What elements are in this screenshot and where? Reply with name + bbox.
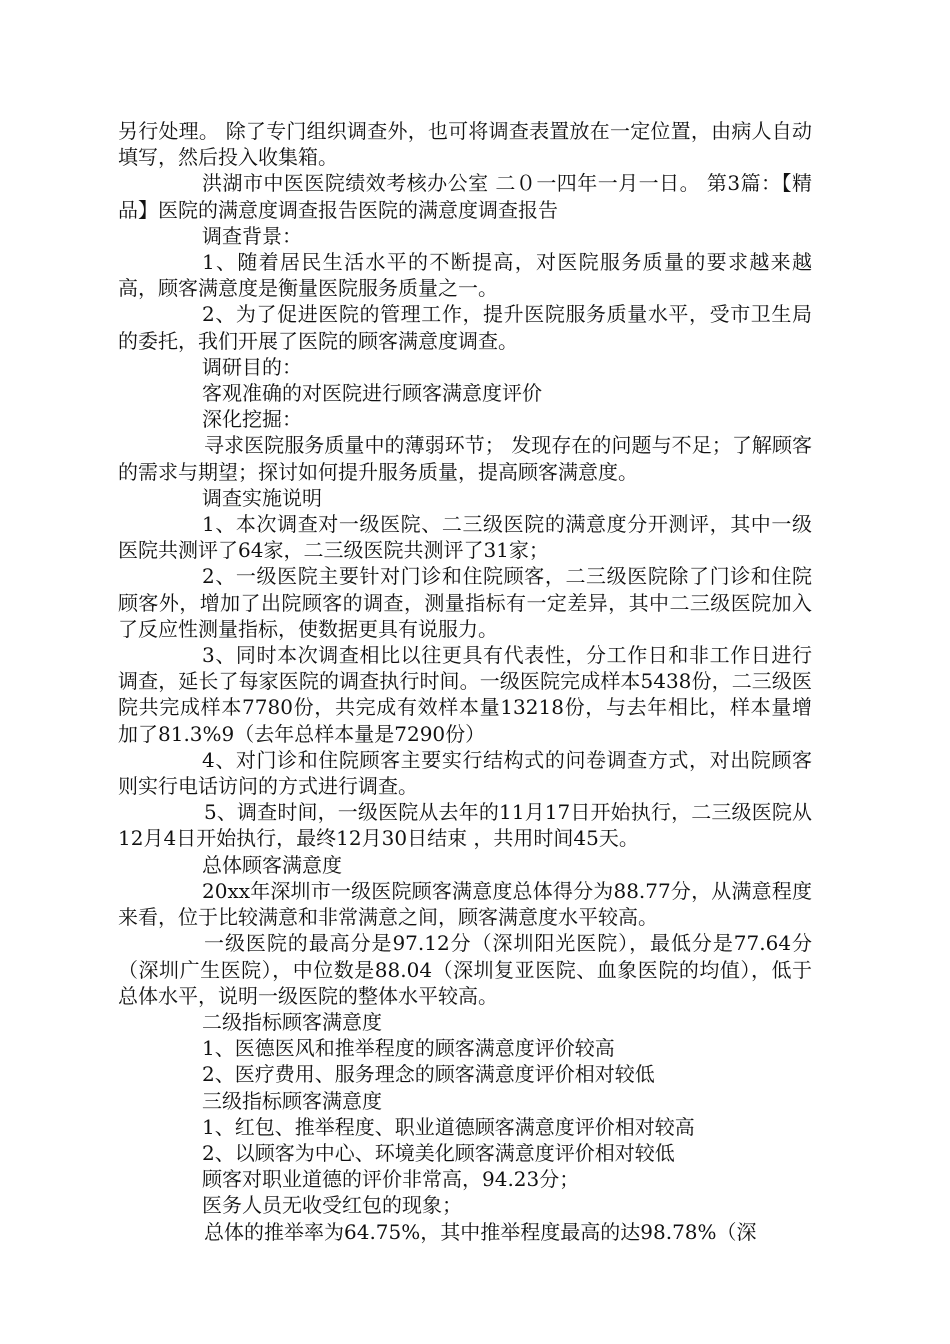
paragraph-implementation-1: 1、本次调查对一级医院、二三级医院的满意度分开测评，其中一级医院共测评了64家，二三级医院共测评了31家； [118, 512, 812, 563]
paragraph-implementation-3: 3、同时本次调查相比以往更具有代表性，分工作日和非工作日进行调查，延长了每家医院的调查执行时间。一级医院完成样本5438份，二三级医院共完成样本7780份，共完成有效样本量13218份，与去年相比，样本量增加了81.3%9（去年总样本量是7290份） [118, 643, 812, 746]
document-body [118, 118, 812, 1245]
heading-secondary-indicators: 二级指标顾客满意度 [202, 1009, 382, 1034]
paragraph-background-1: 1、随着居民生活水平的不断提高，对医院服务质量的要求越来越高，顾客满意度是衡量医院服务质量之一。 [118, 250, 812, 301]
paragraph-tertiary-2: 2、以顾客为中心、环境美化顾客满意度评价相对较低 [202, 1140, 675, 1165]
heading-overall-satisfaction: 总体顾客满意度 [202, 852, 342, 877]
paragraph-background-2: 2、为了促进医院的管理工作，提升医院服务质量水平，受市卫生局的委托，我们开展了医院的顾客满意度调查。 [118, 302, 812, 353]
paragraph-ethics-score: 顾客对职业道德的评价非常高，94.23分； [202, 1167, 580, 1192]
paragraph-purpose: 客观准确的对医院进行顾客满意度评价 [202, 381, 542, 406]
paragraph-implementation-4: 4、对门诊和住院顾客主要实行结构式的问卷调查方式，对出院顾客则实行电话访问的方式进行调查。 [118, 747, 812, 799]
paragraph-no-red-envelope: 医务人员无收受红包的现象； [202, 1193, 462, 1218]
paragraph-office-signature: 洪湖市中医医院绩效考核办公室 二０一四年一月一日。 第3篇：【精品】医院的满意度调查报告医院的满意度调查报告 [118, 171, 812, 222]
heading-implementation: 调查实施说明 [202, 485, 322, 510]
heading-tertiary-indicators: 三级指标顾客满意度 [202, 1088, 382, 1113]
paragraph-secondary-1: 1、医德医风和推举程度的顾客满意度评价较高 [202, 1036, 615, 1061]
paragraph-continuation: 另行处理。 除了专门组织调查外，也可将调查表置放在一定位置，由病人自动填写，然后投入收集箱。 [118, 119, 812, 170]
heading-research-purpose: 调研目的： [202, 354, 302, 379]
paragraph-recommend-rate: 总体的推举率为64.75%，其中推举程度最高的达98.78%（深 [204, 1219, 757, 1244]
paragraph-tertiary-1: 1、红包、推举程度、职业道德顾客满意度评价相对较高 [202, 1114, 695, 1139]
paragraph-score-range: 一级医院的最高分是97.12分（深圳阳光医院），最低分是77.64分（深圳广生医院），中位数是88.04（深圳复亚医院、血象医院的均值），低于总体水平，说明一级医院的整体水平较高。 [118, 931, 812, 1008]
paragraph-implementation-2: 2、一级医院主要针对门诊和住院顾客，二三级医院除了门诊和住院顾客外，增加了出院顾客的调查，测量指标有一定差异，其中二三级医院加入了反应性测量指标，使数据更具有说服力。 [118, 564, 812, 641]
heading-survey-background: 调查背景： [202, 223, 302, 248]
paragraph-implementation-5: 5、调查时间，一级医院从去年的11月17日开始执行，二三级医院从12月4日开始执行，最终12月30日结束 ，共用时间45天。 [118, 800, 812, 851]
heading-deep-dig: 深化挖掘： [202, 407, 302, 432]
paragraph-secondary-2: 2、医疗费用、服务理念的顾客满意度评价相对较低 [202, 1062, 655, 1087]
paragraph-overall-score: 20xx年深圳市一级医院顾客满意度总体得分为88.77分，从满意程度来看，位于比较满意和非常满意之间，顾客满意度水平较高。 [118, 878, 812, 930]
paragraph-deep-dig: 寻求医院服务质量中的薄弱环节； 发现存在的问题与不足；了解顾客的需求与期望；探讨如何提升服务质量，提高顾客满意度。 [118, 433, 812, 484]
